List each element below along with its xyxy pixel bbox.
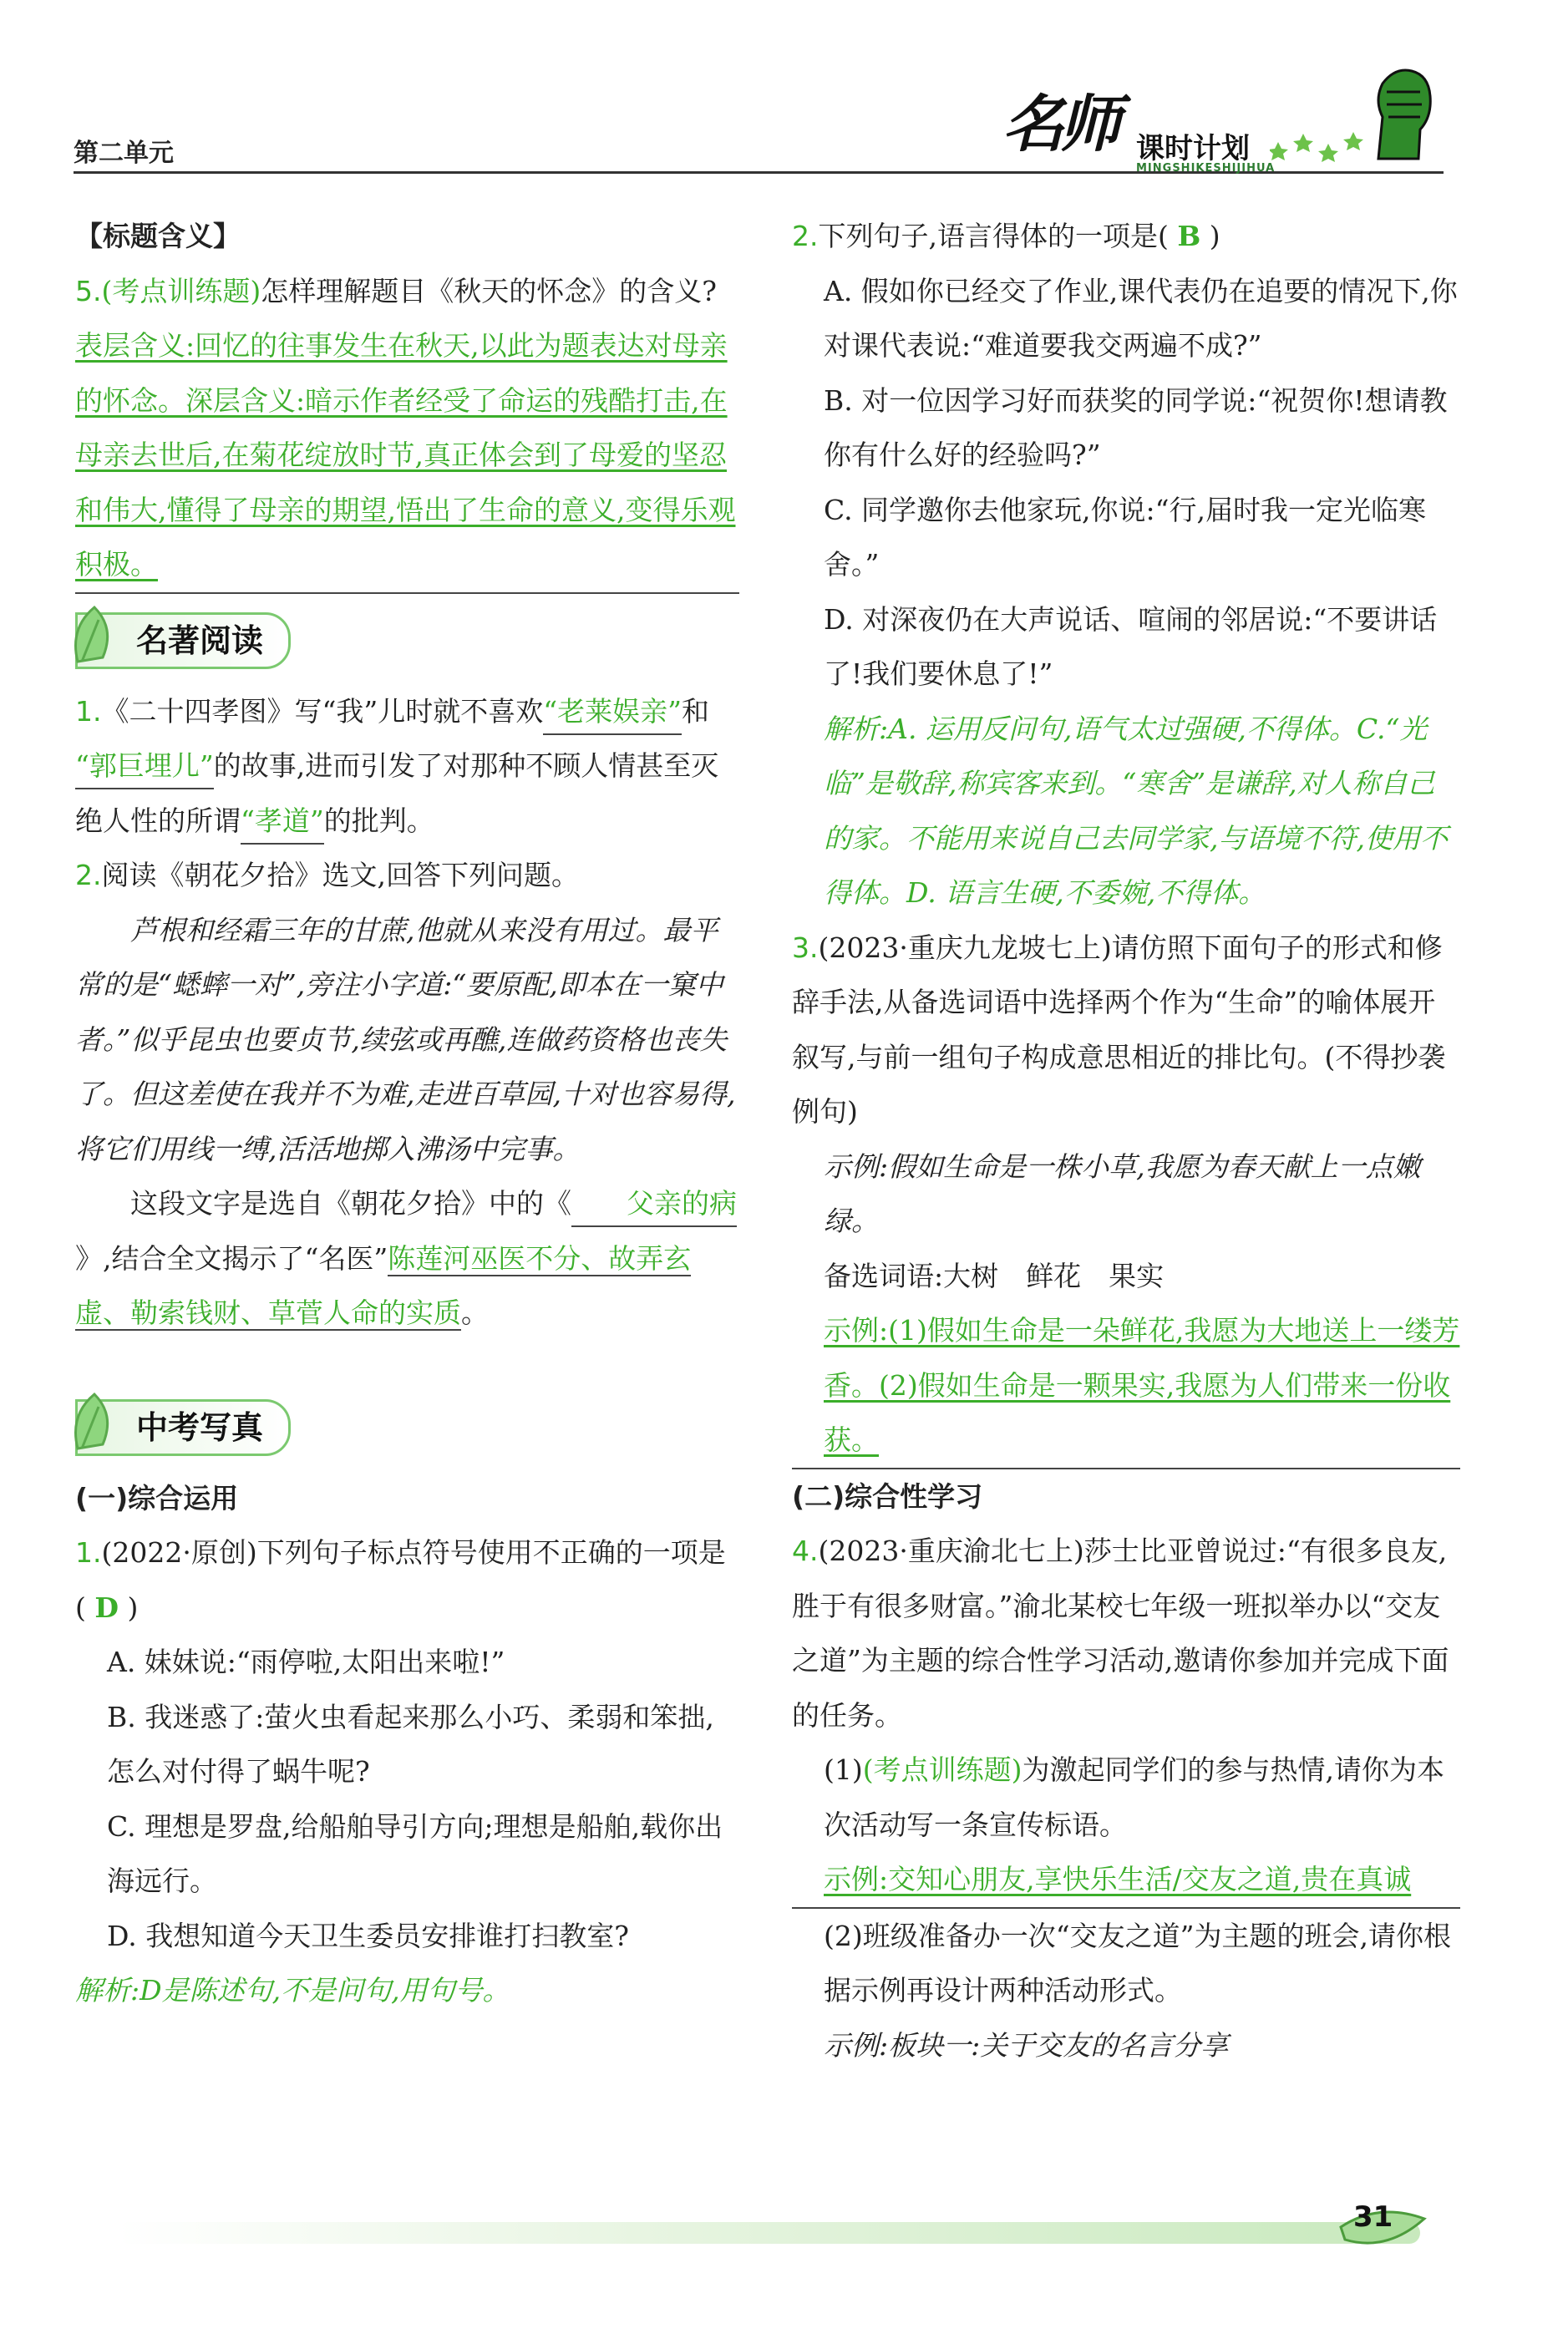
unit-title: 第二单元 — [74, 139, 174, 168]
r1-blank-2: “郭巨埋儿” — [75, 744, 214, 789]
z3-options: 备选词语:大树 鲜花 果实 — [824, 1259, 1165, 1292]
z1-close: ) — [127, 1591, 139, 1624]
r1-text-c: 和 — [682, 694, 709, 728]
left-column — [75, 209, 739, 2018]
brand-logo — [1002, 58, 1437, 175]
banner-text: 名著阅读 — [136, 622, 264, 659]
z2-analysis: 解析:A. 运用反问句,语气太过强硬,不得体。C.“光临”是敬辞,称宾客来到。“寒舍”是谦辞,对人称自己的家。不能用来说自己去同学家,与语境不符,使用不得体。D. 语言生硬,不委婉,不得体。 — [824, 712, 1448, 909]
exam-question-1 — [75, 1525, 739, 1635]
logo-plan: 课时计划 — [1136, 132, 1250, 165]
banner-box — [75, 1399, 291, 1456]
r1-text-e: 的批判。 — [323, 804, 434, 837]
z4-number: 4. — [792, 1535, 819, 1567]
banner-box — [75, 612, 291, 669]
q5-answer: 表层含义:回忆的往事发生在秋天,以此为题表达对母亲的怀念。深层含义:暗示作者经受了命运的残酷打击,在母亲去世后,在菊花绽放时节,真正体会到了母爱的坚忍和伟大,懂得了母亲的期望,悟出了生命的意义,变得乐观积极。 — [75, 318, 739, 594]
z2-option-b: B. 对一位因学习好而获奖的同学说:“祝贺你!想请教你有什么好的经验吗?” — [824, 383, 1448, 471]
z4-1-answer: 示例:交知心朋友,享快乐生活/交友之道,贵在真诚 — [792, 1852, 1460, 1909]
z1-analysis: 解析:D是陈述句,不是问句,用句号。 — [75, 1974, 510, 2007]
z1-option-c: C. 理想是罗盘,给船舶导引方向;理想是船舶,载你出海远行。 — [107, 1809, 723, 1897]
section-title-meaning: 【标题含义】 — [75, 220, 241, 252]
z3-example: 示例:假如生命是一株小草,我愿为春天献上一点嫩绿。 — [824, 1149, 1421, 1237]
r2-question — [75, 1176, 739, 1341]
r1-text-d: 的故事,进而引发了对那种不顾人情甚至灭绝人性的所谓 — [75, 749, 719, 837]
r2-text: 阅读《朝花夕拾》选文,回答下列问题。 — [101, 859, 579, 891]
r1-blank-3: “孝道” — [241, 799, 324, 845]
leaf-icon — [69, 603, 119, 670]
question-5 — [75, 264, 739, 319]
r2-q-b: 》,结合全文揭示了“名医” — [75, 1241, 388, 1275]
q5-tag: (考点训练题) — [101, 274, 261, 307]
exam-question-4 — [792, 1524, 1460, 1743]
z2-number: 2. — [792, 220, 819, 252]
z4-1-label: (1) — [824, 1753, 863, 1786]
sub-section-2: (二)综合性学习 — [792, 1479, 983, 1513]
footer-bar — [117, 2222, 1420, 2244]
r2-blank-2: 陈莲河巫医不分、故弄玄虚、勒索钱财、草菅人命的实质 — [75, 1241, 692, 1329]
z3-number: 3. — [792, 931, 819, 964]
z4-1-text: 为激起同学们的参与热情,请你为本次活动写一条宣传标语。 — [824, 1753, 1444, 1841]
banner-exam — [75, 1399, 739, 1456]
z1-option-d: D. 我想知道今天卫生委员安排谁打扫教室? — [107, 1919, 629, 1952]
z1-number: 1. — [75, 1536, 102, 1569]
z3-text: (2023·重庆九龙坡七上)请仿照下面句子的形式和修辞手法,从备选词语中选择两个作为“生命”的喻体展开叙写,与前一组句子构成意思相近的排比句。(不得抄袭例句) — [792, 931, 1446, 1128]
right-column — [792, 209, 1460, 2073]
fist-icon — [1362, 58, 1437, 167]
z1-text: (2022·原创)下列句子标点符号使用不正确的一项是( — [75, 1536, 726, 1624]
page-number-badge — [1337, 2194, 1428, 2252]
exam-question-3 — [792, 921, 1460, 1139]
sub-section-1: (一)综合运用 — [75, 1481, 239, 1515]
z1-answer: D — [94, 1591, 119, 1624]
r2-q-a: 这段文字是选自《朝花夕拾》中的《 — [130, 1187, 571, 1220]
banner-text: 中考写真 — [136, 1408, 264, 1446]
r2-passage: 芦根和经霜三年的甘蔗,他就从来没有用过。最平常的是“蟋蟀一对”,旁注小字道:“要原配,即本在一窠中者。”似乎昆虫也要贞节,续弦或再醮,连做药资格也丧失了。但这差使在我并不为难,走进百草园,十对也容易得,将它们用线一缚,活活地掷入沸汤中完事。 — [75, 913, 736, 1165]
q5-text: 怎样理解题目《秋天的怀念》的含义? — [261, 274, 717, 307]
page-number: 31 — [1353, 2200, 1393, 2234]
r2-q-c: 。 — [461, 1296, 489, 1329]
z4-2-example: 示例:板块一:关于交友的名言分享 — [824, 2028, 1229, 2062]
z2-option-d: D. 对深夜仍在大声说话、喧闹的邻居说:“不要讲话了!我们要休息了!” — [824, 602, 1438, 690]
logo-script: 名师 — [1002, 89, 1116, 160]
z1-option-b: B. 我迷惑了:萤火虫看起来那么小巧、柔弱和笨拙,怎么对付得了蜗牛呢? — [107, 1700, 714, 1788]
exam-question-2 — [792, 209, 1460, 264]
r1-text-a: 《二十四孝图》写“我”儿时就不喜欢 — [101, 694, 544, 728]
r2-blank-1: 父亲的病 — [571, 1182, 737, 1227]
z2-answer: B — [1177, 220, 1201, 252]
r1-blank-1: “老莱娱亲” — [543, 690, 682, 735]
leaf-icon — [69, 1390, 119, 1457]
r2-number: 2. — [75, 859, 102, 891]
logo-sub: MINGSHIKESHIJIHUA — [1136, 162, 1276, 175]
z2-close: ) — [1209, 220, 1220, 252]
reading-question-2 — [75, 848, 739, 903]
z4-1-tag: (考点训练题) — [862, 1753, 1022, 1786]
q5-number: 5. — [75, 274, 102, 307]
banner-famous-reading — [75, 612, 739, 669]
reading-question-1 — [75, 684, 739, 849]
z4-text: (2023·重庆渝北七上)莎士比亚曾说过:“有很多良友,胜于有很多财富。”渝北某校七年级一班拟举办以“交友之道”为主题的综合性学习活动,邀请你参加并完成下面的任务。 — [792, 1535, 1449, 1732]
r1-number: 1. — [75, 694, 102, 728]
z4-task-1 — [792, 1743, 1460, 1852]
z2-option-c: C. 同学邀你去他家玩,你说:“行,届时我一定光临寒舍。” — [824, 493, 1427, 581]
z2-text: 下列句子,语言得体的一项是( — [818, 220, 1169, 252]
z3-answer: 示例:(1)假如生命是一朵鲜花,我愿为大地送上一缕芳香。(2)假如生命是一颗果实,我愿为人们带来一份收获。 — [792, 1303, 1460, 1469]
z4-task-2: (2)班级准备办一次“交友之道”为主题的班会,请你根据示例再设计两种活动形式。 — [824, 1919, 1451, 2007]
z2-option-a: A. 假如你已经交了作业,课代表仍在追要的情况下,你对课代表说:“难道要我交两遍不成?” — [824, 274, 1458, 362]
z1-option-a: A. 妹妹说:“雨停啦,太阳出来啦!” — [107, 1646, 505, 1678]
